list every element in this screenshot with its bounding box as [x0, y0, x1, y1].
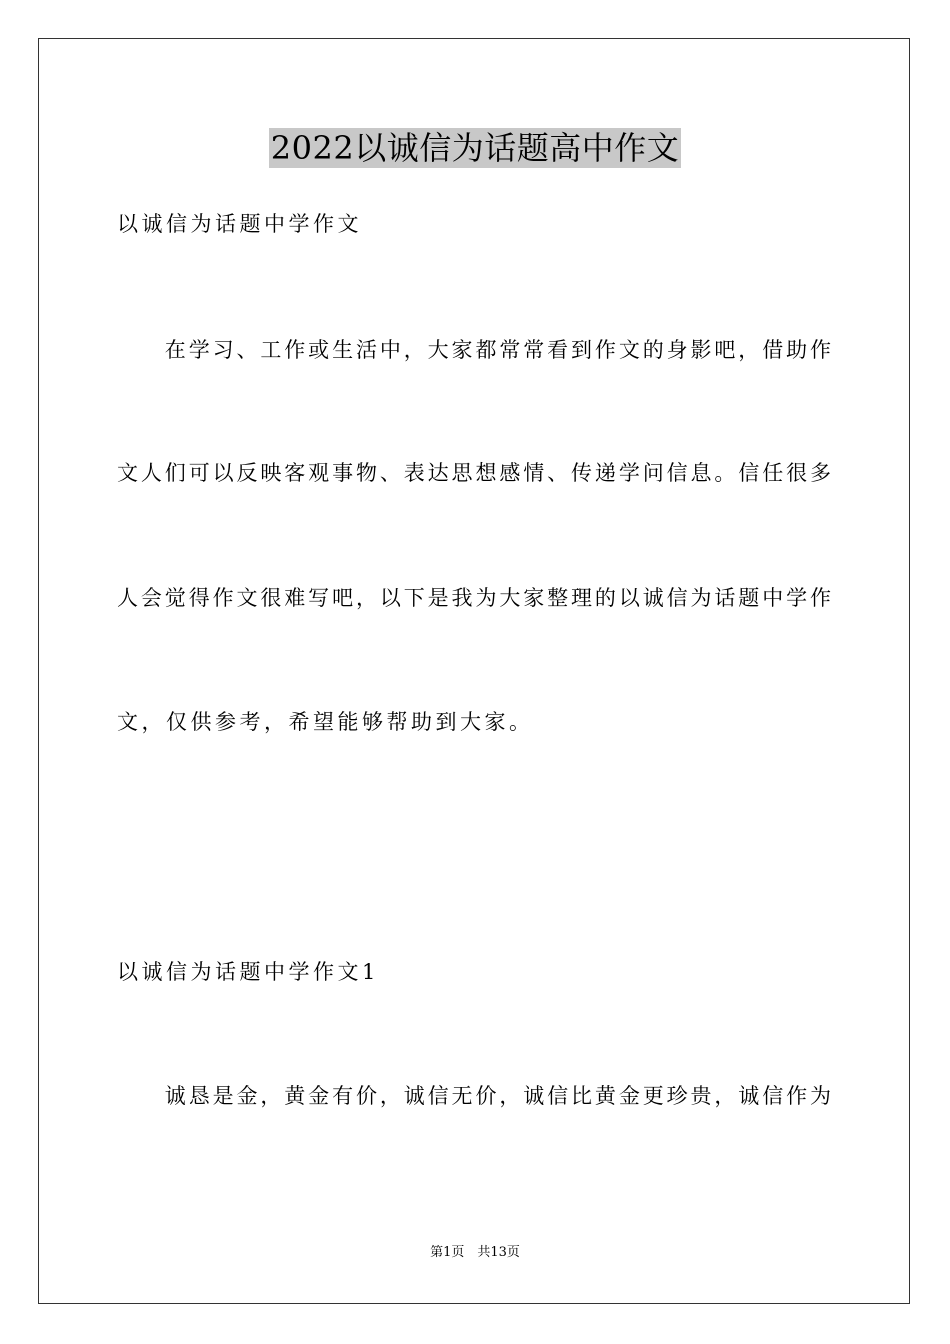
paragraph-1-line-1: 在学习、工作或生活中，大家都常常看到作文的身影吧，借助作 — [117, 338, 831, 362]
title-container — [0, 128, 950, 168]
paragraph-1-line-2: 文人们可以反映客观事物、表达思想感情、传递学问信息。信任很多 — [117, 461, 831, 485]
section-1-heading: 以诚信为话题中学作文1 — [117, 960, 379, 984]
page-footer: 第1页 共13页 — [430, 1245, 520, 1260]
paragraph-1-line-4: 文，仅供参考，希望能够帮助到大家。 — [117, 710, 534, 734]
document-subtitle: 以诚信为话题中学作文 — [117, 212, 362, 236]
paragraph-1-line-3: 人会觉得作文很难写吧，以下是我为大家整理的以诚信为话题中学作 — [117, 586, 831, 610]
document-title: 2022以诚信为话题高中作文 — [270, 129, 680, 167]
paragraph-2-line-1: 诚恳是金，黄金有价，诚信无价，诚信比黄金更珍贵，诚信作为 — [117, 1084, 831, 1108]
